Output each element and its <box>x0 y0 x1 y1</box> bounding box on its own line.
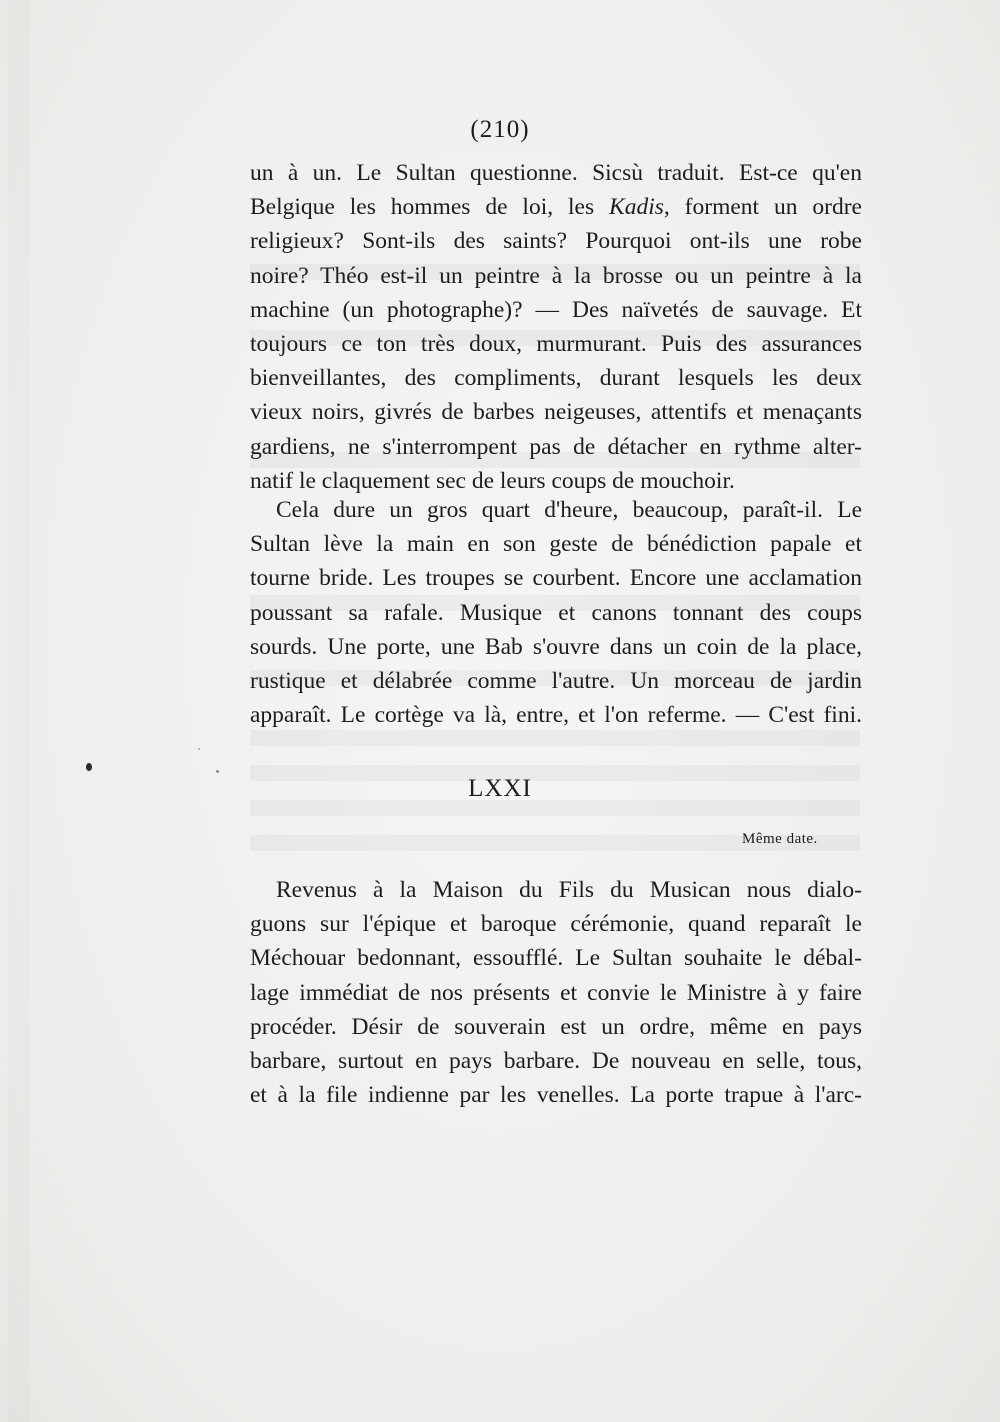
text-line: et à la file indienne par les venelles. La porte trapue à l'arc- <box>250 1082 862 1109</box>
section-dateline: Même date. <box>742 831 818 847</box>
text-line: tourne bride. Les troupes se courbent. Encore une acclamation <box>250 565 862 592</box>
paragraph-1 <box>250 156 862 498</box>
text-line: Revenus à la Maison du Fils du Musican nous dialo- <box>276 877 862 903</box>
text-line: un à un. Le Sultan questionne. Sicsù traduit. Est-ce qu'en <box>250 160 862 186</box>
text-line: Méchouar bedonnant, essoufflé. Le Sultan souhaite le débal- <box>250 945 862 972</box>
text-line: natif le claquement sec de leurs coups de mouchoir. <box>250 467 735 494</box>
section-heading: LXXI <box>468 775 532 802</box>
text-line: Cela dure un gros quart d'heure, beaucoup, paraît-il. Le <box>276 497 862 523</box>
text-line: procéder. Désir de souverain est un ordre, même en pays <box>250 1013 862 1040</box>
text-line: rustique et délabrée comme l'autre. Un morceau de jardin <box>250 667 862 694</box>
italic-term: Kadis <box>609 194 664 221</box>
text-line: gardiens, ne s'interrompent pas de détacher en rythme alter- <box>250 433 862 460</box>
text-line: religieux? Sont-ils des saints? Pourquoi ont-ils une robe <box>250 228 862 255</box>
text-line: Belgique les hommes de loi, les Kadis, forment un ordre <box>250 194 862 221</box>
paragraph-3 <box>250 873 862 1112</box>
page-number: (210) <box>470 116 530 143</box>
text-line: apparaît. Le cortège va là, entre, et l'on referme. — C'est fini. <box>250 702 862 729</box>
text-line: machine (un photographe)? — Des naïvetés de sauvage. Et <box>250 296 862 323</box>
text-line: bienveillantes, des compliments, durant lesquels les deux <box>250 365 862 392</box>
ink-speck <box>216 770 219 773</box>
text-line: vieux noirs, givrés de barbes neigeuses, attentifs et menaçants <box>250 399 862 426</box>
ink-speck <box>86 763 92 771</box>
text-line: barbare, surtout en pays barbare. De nouveau en selle, tous, <box>250 1047 862 1074</box>
text-line: lage immédiat de nos présents et convie le Ministre à y faire <box>250 979 862 1006</box>
text-line: sourds. Une porte, une Bab s'ouvre dans un coin de la place, <box>250 633 862 660</box>
ink-speck <box>198 748 200 750</box>
text-line: poussant sa rafale. Musique et canons tonnant des coups <box>250 599 862 626</box>
text-line: noire? Théo est-il un peintre à la brosse ou un peintre à la <box>250 262 862 289</box>
text-line: guons sur l'épique et baroque cérémonie, quand reparaît le <box>250 911 862 938</box>
text-line: Sultan lève la main en son geste de bénédiction papale et <box>250 531 862 558</box>
paragraph-2 <box>250 493 862 732</box>
text-line: toujours ce ton très doux, murmurant. Puis des assurances <box>250 330 862 357</box>
